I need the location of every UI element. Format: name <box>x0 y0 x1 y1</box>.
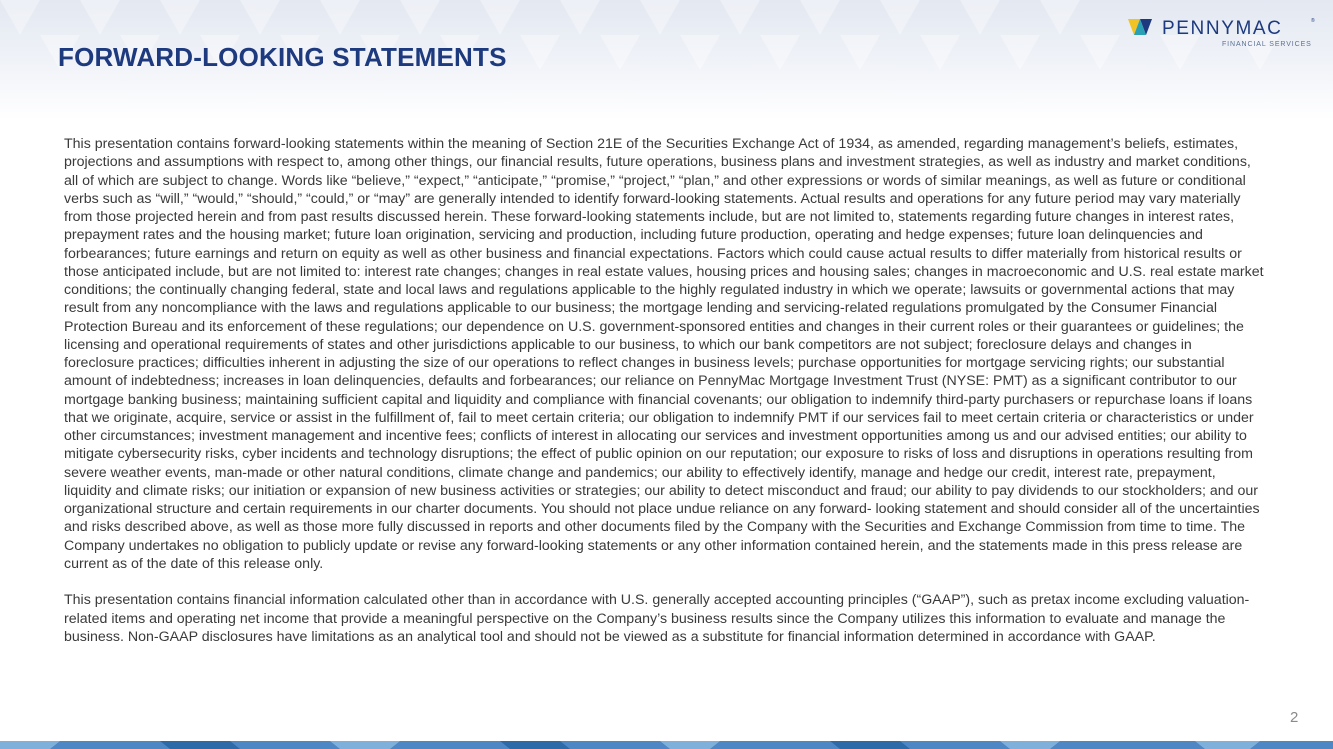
company-logo <box>1128 17 1318 51</box>
footer-triangle-pattern <box>0 741 1333 749</box>
disclaimer-body <box>64 135 1264 646</box>
logo-tagline: FINANCIAL SERVICES <box>1222 41 1312 48</box>
page-number: 2 <box>1290 709 1299 726</box>
logo-wordmark: PENNYMAC <box>1162 18 1283 39</box>
page-title: FORWARD-LOOKING STATEMENTS <box>58 42 507 72</box>
non-gaap-paragraph: This presentation contains financial information calculated other than in accordance with U.S. generally accepted accounting principles (“GAAP”), such as pretax income excluding valuation-related items and operating net income that provide a meaningful perspective on the Company’s business results since the Company utilizes this information to evaluate and manage the business. Non-GAAP disclosures have limitations as an analytical tool and should not be viewed as a substitute for financial information determined in accordance with GAAP. <box>64 592 1250 645</box>
forward-looking-paragraph: This presentation contains forward-looking statements within the meaning of Section 21E of the Securities Exchange Act of 1934, as amended, regarding management’s beliefs, estimates, projections and assumptions with respect to, among other things, our financial results, future operations, business plans and investment strategies, as well as industry and market conditions, all of which are subject to change. Words like “believe,” “expect,” “anticipate,” “promise,” “project,” “plan,” and other expressions or words of similar meanings, as well as future or conditional verbs such as “will,” “would,” “should,” “could,” or “may” are generally intended to identify forward-looking statements. Actual results and operations for any future period may vary materially from those projected herein and from past results discussed herein. These forward-looking statements include, but are not limited to, statements regarding future changes in interest rates, prepayment rates and the housing market; future loan origination, servicing and production, including future production, operating and hedge expenses; future loan delinquencies and forbearances; future earnings and return on equity as well as other business and financial expectations. Factors which could cause actual results to differ materially from historical results or those anticipated include, but are not limited to: interest rate changes; changes in real estate values, housing prices and housing sales; changes in macroeconomic and U.S. real estate market conditions; the continually changing federal, state and local laws and regulations applicable to the highly regulated industry in which we operate; lawsuits or governmental actions that may result from any noncompliance with the laws and regulations applicable to our business; the mortgage lending and servicing-related regulations promulgated by the Consumer Financial Protection Bureau and its enforcement of these regulations; our dependence on U.S. government-sponsored entities and changes in their current roles or their guarantees or guidelines; the licensing and operational requirements of states and other jurisdictions applicable to our business, to which our bank competitors are not subject; foreclosure delays and changes in foreclosure practices; difficulties inherent in adjusting the size of our operations to reflect changes in business levels; purchase opportunities for mortgage servicing rights; our substantial amount of indebtedness; increases in loan delinquencies, defaults and forbearances; our reliance on PennyMac Mortgage Investment Trust (NYSE: PMT) as a significant contributor to our mortgage banking business; maintaining sufficient capital and liquidity and compliance with financial covenants; our obligation to indemnify third-party purchasers or repurchase loans if loans that we originate, acquire, service or assist in the fulfillment of, fail to meet certain criteria; our obligation to indemnify PMT if our services fail to meet certain criteria or characteristics or under other circumstances; investment management and incentive fees; conflicts of interest in allocating our services and investment opportunities among us and our advised entities; our ability to mitigate cybersecurity risks, cyber incidents and technology disruptions; the effect of public opinion on our reputation; our exposure to risks of loss and disruptions in operations resulting from severe weather events, man-made or other natural conditions, climate change and pandemics; our ability to effectively identify, manage and hedge our credit, interest rate, prepayment, liquidity and climate risks; our initiation or expansion of new business activities or strategies; our ability to detect misconduct and fraud; our ability to pay dividends to our stockholders; and our organizational structure and certain requirements in our charter documents. You should not place undue reliance on any forward- looking statement and should consider all of the uncertainties and risks described above, as well as those more fully discussed in reports and other documents filed by the Company with the Securities and Exchange Commission from time to time. The Company undertakes no obligation to publicly update or revise any forward-looking statements or any other information contained herein, and the statements made in this press release are current as of the date of this release only. <box>64 136 1264 572</box>
logo-trademark: ® <box>1311 18 1315 24</box>
pennymac-triangle-logo-icon <box>1128 19 1152 37</box>
footer-bar <box>0 741 1333 749</box>
